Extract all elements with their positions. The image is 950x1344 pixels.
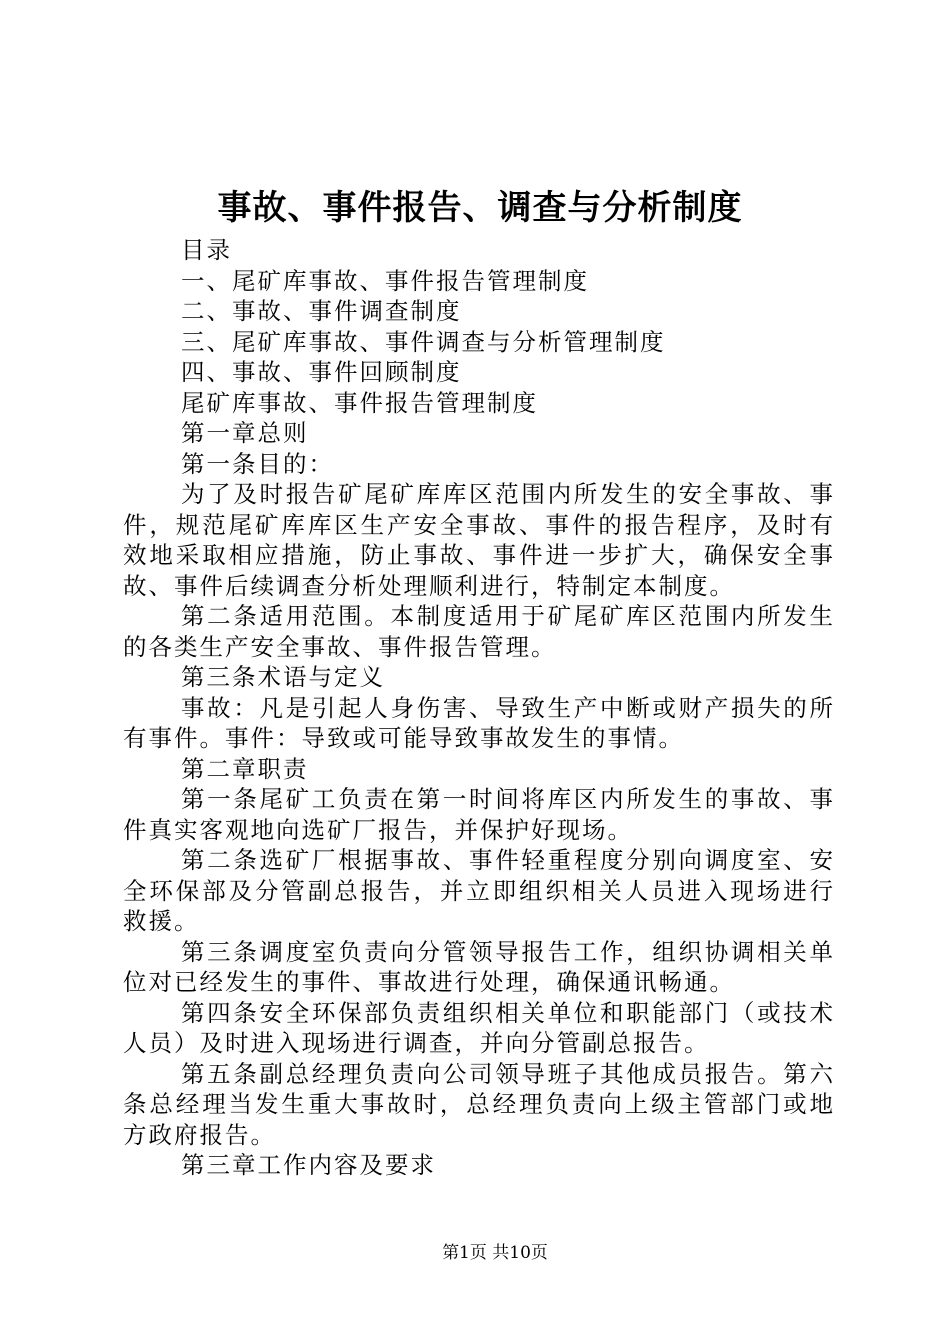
toc-item-3: 三、尾矿库事故、事件调查与分析管理制度 [181,327,666,356]
paragraph: 第二条适用范围。本制度适用于矿尾矿库区范围内所发生的各类生产安全事故、事件报告管理。 [123,602,835,661]
toc-item-1: 一、尾矿库事故、事件报告管理制度 [181,266,589,295]
paragraph: 为了及时报告矿尾矿库库区范围内所发生的安全事故、事件，规范尾矿库库区生产安全事故、事件的报告程序，及时有效地采取相应措施，防止事故、事件进一步扩大，确保安全事故、事件后续调查分析处理顺利进行，特制定本制度。 [123,480,835,600]
chapter-heading: 第二章职责 [181,754,309,783]
section-title: 尾矿库事故、事件报告管理制度 [181,388,538,417]
paragraph: 第四条安全环保部负责组织相关单位和职能部门（或技术人员）及时进入现场进行调查，并向分管副总报告。 [123,998,835,1057]
paragraph: 第二条选矿厂根据事故、事件轻重程度分别向调度室、安全环保部及分管副总报告，并立即组织相关人员进入现场进行救援。 [123,846,835,935]
paragraph: 第五条副总经理负责向公司领导班子其他成员报告。第六条总经理当发生重大事故时，总经理负责向上级主管部门或地方政府报告。 [123,1059,835,1149]
document-title: 事故、事件报告、调查与分析制度 [217,188,743,228]
chapter-heading: 第三章工作内容及要求 [181,1151,436,1179]
paragraph: 事故：凡是引起人身伤害、导致生产中断或财产损失的所有事件。事件：导致或可能导致事故发生的事情。 [123,693,835,752]
document-body [123,235,835,1181]
article-heading: 第三条术语与定义 [181,663,385,691]
chapter-heading: 第一章总则 [181,419,309,447]
toc-item-4: 四、事故、事件回顾制度 [181,358,462,386]
toc-item-2: 二、事故、事件调查制度 [181,297,462,325]
page-footer: 第1页 共10页 [442,1243,548,1263]
paragraph: 第一条尾矿工负责在第一时间将库区内所发生的事故、事件真实客观地向选矿厂报告，并保护好现场。 [123,785,835,844]
toc-heading: 目录 [181,236,232,264]
paragraph: 第三条调度室负责向分管领导报告工作，组织协调相关单位对已经发生的事件、事故进行处理，确保通讯畅通。 [123,937,835,996]
article-heading: 第一条目的： [181,449,334,478]
